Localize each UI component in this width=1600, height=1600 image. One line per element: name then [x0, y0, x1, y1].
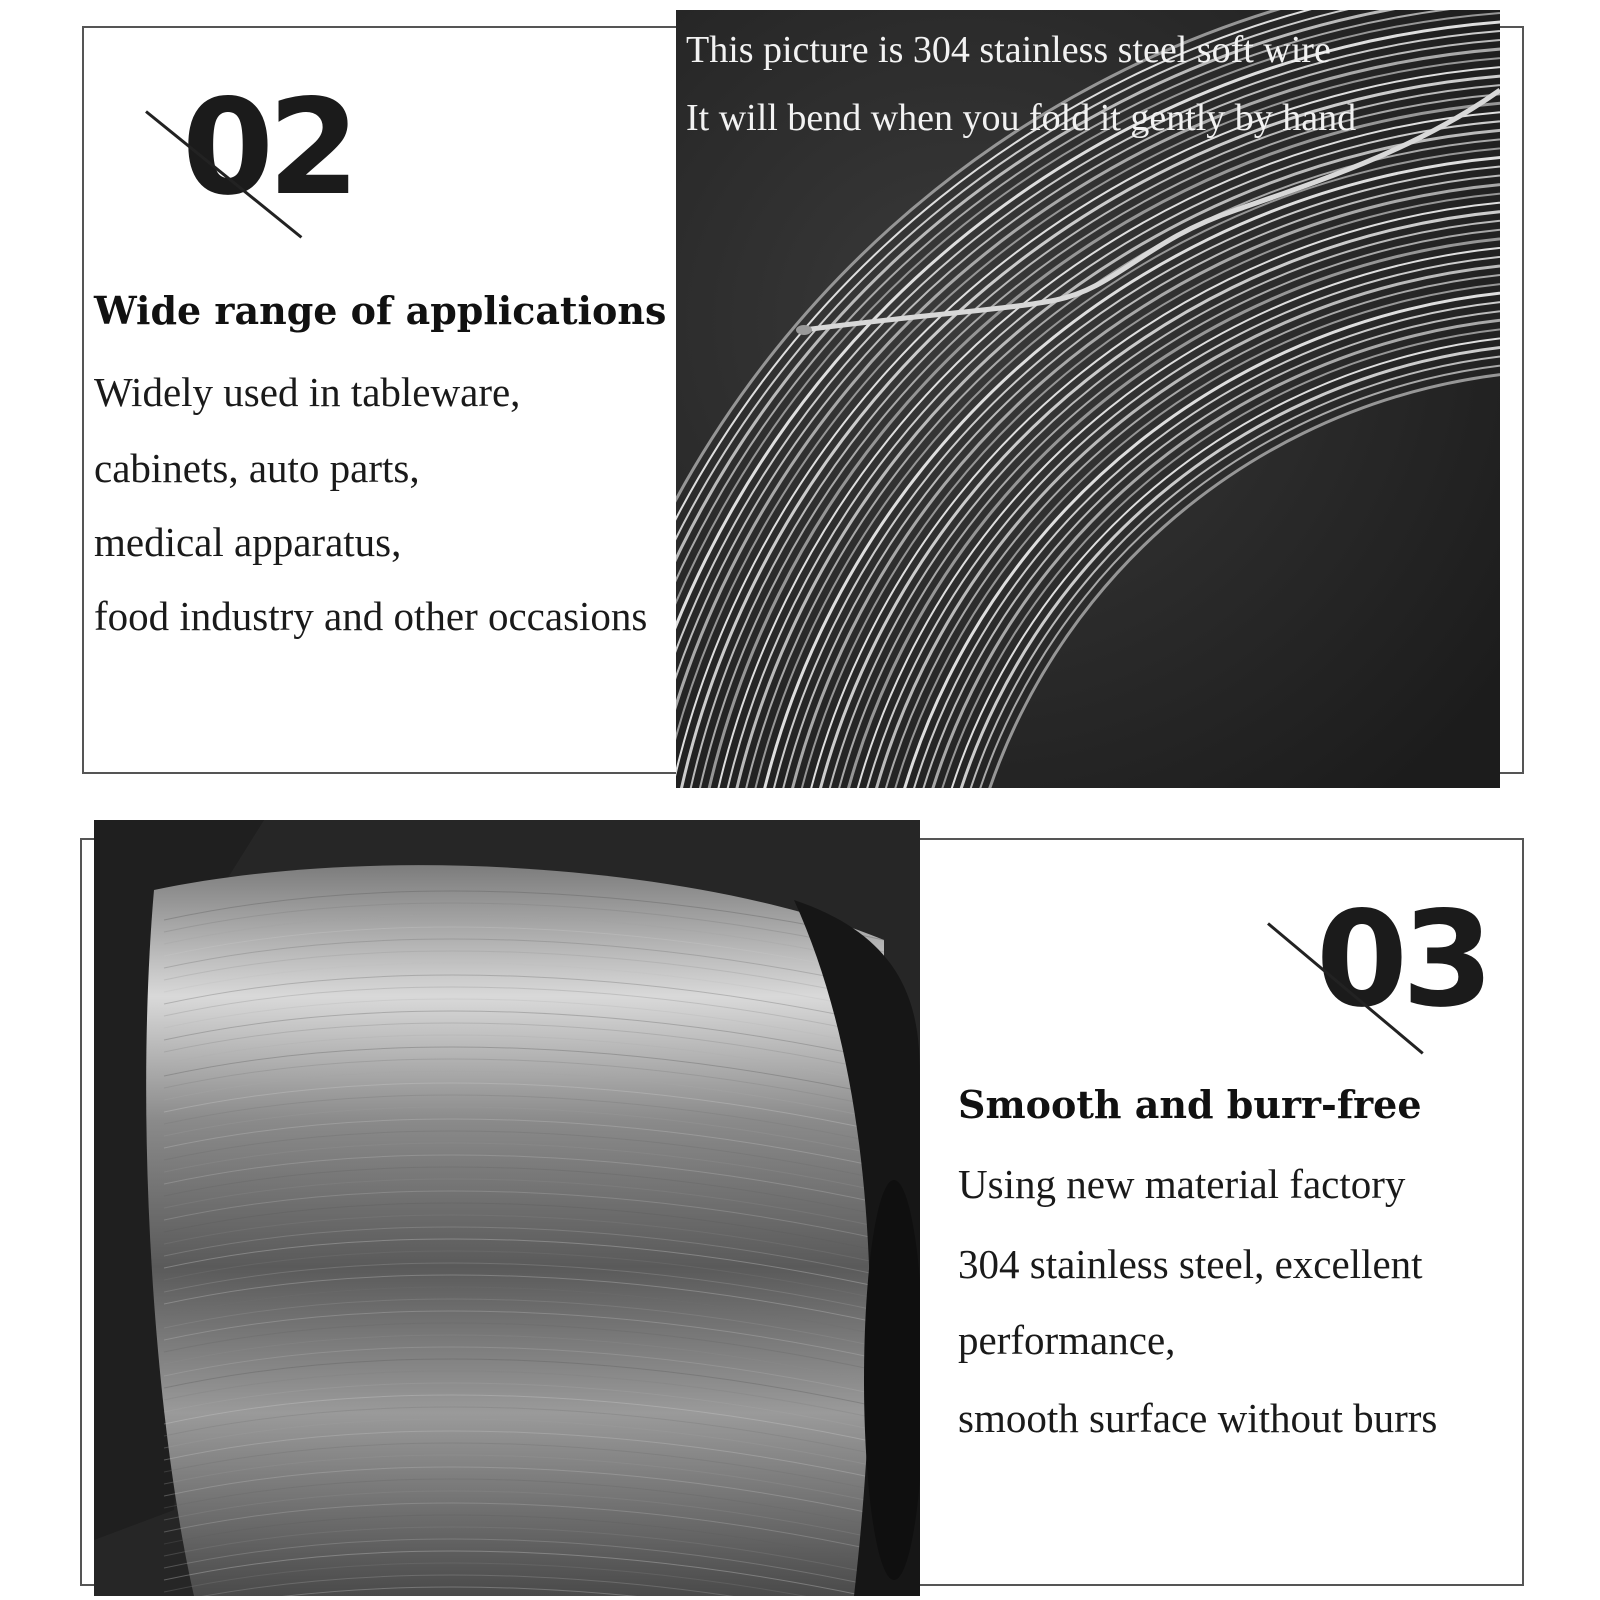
- section-02-number-text: 02: [182, 71, 354, 225]
- section-03-number: [1316, 883, 1488, 1037]
- section-03-line-1: Using new material factory: [958, 1161, 1406, 1207]
- photo-caption-2: It will bend when you fold it gently by hand: [686, 97, 1357, 139]
- section-03-number-text: 03: [1316, 883, 1488, 1037]
- section-02-line-3: medical apparatus,: [94, 519, 402, 565]
- section-03-heading: Smooth and burr-free: [958, 1082, 1422, 1127]
- wire-coil-photo: [676, 10, 1500, 788]
- section-03-line-4: smooth surface without burrs: [958, 1395, 1438, 1441]
- wire-spool-illustration: [94, 820, 920, 1596]
- section-02-line-1: Widely used in tableware,: [94, 369, 521, 415]
- section-02-number: [182, 71, 354, 225]
- section-02-heading: Wide range of applications: [94, 288, 667, 333]
- wire-spool-photo: [94, 820, 920, 1596]
- section-03-line-2: 304 stainless steel, excellent: [958, 1241, 1423, 1287]
- wire-tip: [796, 325, 812, 335]
- section-03-line-3: performance,: [958, 1317, 1176, 1363]
- section-02-line-4: food industry and other occasions: [94, 593, 648, 639]
- section-02-line-2: cabinets, auto parts,: [94, 445, 420, 491]
- photo-caption-1: This picture is 304 stainless steel soft wire: [686, 29, 1331, 71]
